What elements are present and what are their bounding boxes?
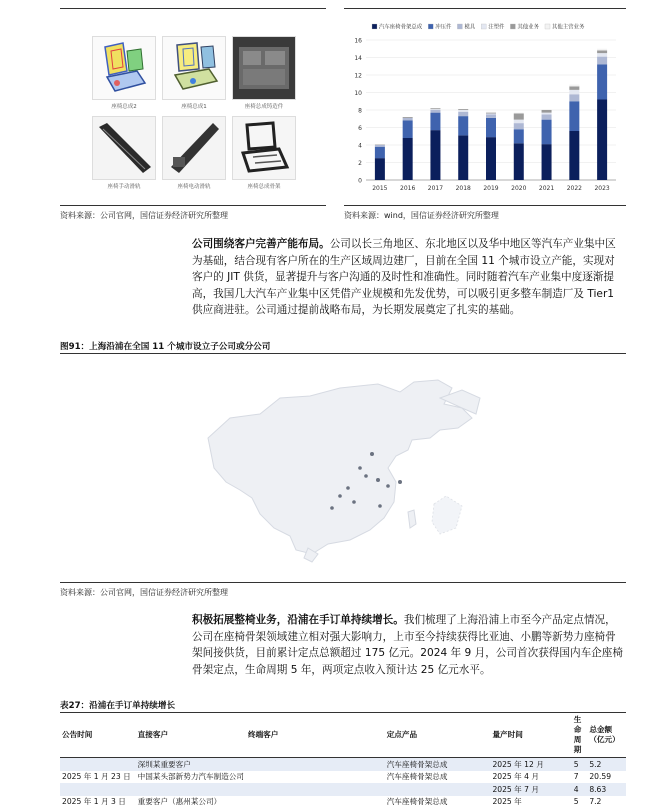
map-source-rule: [60, 582, 626, 583]
y-tick-label: 12: [354, 73, 362, 80]
cell-mass: 2025 年: [490, 796, 571, 808]
legend-swatch: [372, 24, 377, 29]
seat-frame-cad-image: [92, 36, 156, 100]
bar-segment: [542, 113, 552, 115]
revenue-stacked-bar-chart: [344, 12, 626, 198]
bar-segment: [486, 137, 496, 180]
bar-segment: [403, 117, 413, 118]
cell-product: 汽车座椅骨架总成: [385, 771, 491, 784]
y-tick-label: 0: [358, 178, 362, 185]
legend-swatch: [457, 24, 462, 29]
x-tick-label: 2021: [539, 185, 554, 192]
bar-segment: [458, 112, 468, 116]
photo-electric-rail: [162, 116, 226, 198]
bar-segment: [597, 65, 607, 100]
legend-label: 其他业务: [517, 23, 539, 31]
bar-segment: [375, 145, 385, 147]
bar-segment: [597, 100, 607, 181]
source-rule-left: [60, 205, 326, 206]
cell-client: 深圳某重要客户: [136, 758, 246, 771]
bar-segment: [430, 110, 440, 113]
bar-segment: [514, 143, 524, 180]
photo-seat-assembly-2: [92, 36, 156, 118]
bar-segment: [486, 118, 496, 137]
photo-seat-frame: [232, 116, 296, 198]
table-row: [60, 771, 626, 784]
x-tick-label: 2023: [594, 185, 609, 192]
bar-segment: [403, 138, 413, 180]
paragraph-orders-growth: [192, 612, 624, 678]
cell-amount: 5.2: [587, 758, 626, 771]
photo-caption: 座椅总成2: [92, 102, 156, 110]
orders-table: [60, 712, 626, 808]
cell-amount: 7.2: [587, 796, 626, 808]
top-rule-right: [344, 8, 626, 9]
seat-frame-cad-image: [162, 36, 226, 100]
legend-swatch: [428, 24, 433, 29]
cell-client: 中国某头部新势力汽车制造公司: [136, 771, 246, 784]
bar-segment: [542, 109, 552, 110]
cell-client: [136, 783, 246, 796]
figure91-rule: [60, 353, 626, 354]
table-row: [60, 796, 626, 808]
header-life: 生命周期: [572, 713, 588, 758]
x-tick-label: 2016: [400, 185, 415, 192]
bar-segment: [486, 113, 496, 114]
figure91-title: 图91：上海沿浦在全国 11 个城市设立子公司或分公司: [60, 340, 270, 352]
legend-label: 汽车座椅骨架总成: [379, 23, 423, 31]
china-map: [200, 378, 500, 568]
cell-amount: 8.63: [587, 783, 626, 796]
source-rule-right: [344, 205, 626, 206]
bar-segment: [375, 158, 385, 180]
cell-life: 4: [572, 783, 588, 796]
bar-segment: [514, 113, 524, 114]
bar-segment: [597, 49, 607, 51]
header-amount: 总金额（亿元）: [587, 713, 626, 758]
cell-mass: 2025 年 12 月: [490, 758, 571, 771]
bar-segment: [569, 90, 579, 94]
x-tick-label: 2019: [483, 185, 498, 192]
bar-segment: [430, 113, 440, 131]
table27-title: 表27：沿浦在手订单持续增长: [60, 699, 175, 711]
y-tick-label: 4: [358, 143, 362, 150]
map-source: 资料来源：公司官网，国信证券经济研究所整理: [60, 587, 228, 598]
legend-swatch: [510, 24, 515, 29]
cell-client: 重要客户（惠州某公司）: [136, 796, 246, 808]
photo-seat-casting: [232, 36, 296, 118]
bar-segment: [486, 114, 496, 115]
legend-label: 其他主营业务: [552, 23, 585, 31]
bar-segment: [458, 116, 468, 135]
bar-segment: [403, 121, 413, 139]
bar-segment: [486, 114, 496, 118]
legend-swatch: [545, 24, 550, 29]
header-date: 公告时间: [60, 713, 136, 758]
photo-seat-assembly-1: [162, 36, 226, 118]
bar-segment: [569, 85, 579, 87]
cell-life: 5: [572, 796, 588, 808]
photo-caption: 座椅总成铸造件: [232, 102, 296, 110]
cell-terminal: [246, 796, 385, 808]
bar-segment: [569, 131, 579, 180]
paragraph-lead: 公司围绕客户完善产能布局。: [192, 238, 330, 250]
x-tick-label: 2018: [456, 185, 471, 192]
legend-label: 模具: [464, 23, 475, 31]
photo-caption: 座椅总成1: [162, 102, 226, 110]
cell-terminal: [246, 783, 385, 796]
cell-date: 2025 年 1 月 23 日: [60, 771, 136, 784]
paragraph-capacity-layout: [192, 236, 624, 319]
x-tick-label: 2022: [567, 185, 582, 192]
cell-date: 2025 年 1 月 3 日: [60, 796, 136, 808]
y-tick-label: 2: [358, 160, 362, 167]
electric-rail-image: [162, 116, 226, 180]
bar-segment: [542, 110, 552, 113]
bar-segment: [542, 114, 552, 119]
cell-amount: 20.59: [587, 771, 626, 784]
bar-segment: [569, 94, 579, 101]
x-tick-label: 2020: [511, 185, 526, 192]
paragraph-body: 公司以长三角地区、东北地区以及华中地区等汽车产业集中区为基础，结合现有客户所在的生产区域周边建厂，目前在全国 11 个城市设立产能，实现对客户的 JIT 供货，显著提升与客户沟通的及时性和准确性。同时随着汽车产业集中度逐渐提高，我国几大汽车产业集中区凭借产业规模和先发优势，可以吸引更多整车制造厂及 Tier1 供应商进驻。公司通过提前战略布局，为长期发展奠定了扎实的基础。: [192, 238, 616, 316]
x-tick-label: 2015: [372, 185, 387, 192]
table-header-row: [60, 713, 626, 758]
table-row: [60, 758, 626, 771]
header-terminal: 终端客户: [246, 713, 385, 758]
bar-segment: [430, 130, 440, 180]
cell-terminal: [246, 771, 385, 784]
legend-swatch: [481, 24, 486, 29]
paragraph-lead: 积极拓展整椅业务，沿浦在手订单持续增长。: [192, 614, 404, 626]
right-figure-source: 资料来源：wind，国信证券经济研究所整理: [344, 210, 499, 221]
table-row: [60, 783, 626, 796]
photo-caption: 座椅手动滑轨: [92, 182, 156, 190]
bar-segment: [375, 147, 385, 158]
cell-date: [60, 758, 136, 771]
bar-segment: [597, 53, 607, 57]
bar-segment: [569, 86, 579, 90]
photo-caption: 座椅总成骨架: [232, 182, 296, 190]
header-client: 直接客户: [136, 713, 246, 758]
paragraph-body: 我们梳理了上海沿浦上市至今产品定点情况，公司在座椅骨架领域建立相对强大影响力，上市至今持续获得比亚迪、小鹏等新势力座椅骨架间接供货，目前累计定点总额超过 175 亿元。2024 年 9 月，公司首次获得国内车企座椅骨架定点，生命周期 5 年，两项定点收入预计达 25 亿元水平。: [192, 614, 623, 676]
bar-segment: [597, 57, 607, 65]
bar-segment: [430, 109, 440, 110]
legend-label: 冲压件: [435, 23, 452, 31]
cell-mass: 2025 年 4 月: [490, 771, 571, 784]
header-mass-production: 量产时间: [490, 713, 571, 758]
manual-rail-image: [92, 116, 156, 180]
cell-product: [385, 783, 491, 796]
bar-segment: [403, 118, 413, 121]
cell-product: 汽车座椅骨架总成: [385, 796, 491, 808]
cell-terminal: [246, 758, 385, 771]
left-figure-source: 资料来源：公司官网，国信证券经济研究所整理: [60, 210, 228, 221]
cell-product: 汽车座椅骨架总成: [385, 758, 491, 771]
y-tick-label: 10: [354, 90, 362, 97]
y-tick-label: 6: [358, 125, 362, 132]
y-tick-label: 16: [354, 38, 362, 45]
top-rule-left: [60, 8, 326, 9]
legend-label: 注塑件: [488, 23, 505, 31]
seat-frame-image: [232, 116, 296, 180]
bar-segment: [486, 112, 496, 113]
bar-segment: [514, 114, 524, 120]
casting-image: [232, 36, 296, 100]
bar-segment: [430, 108, 440, 109]
bar-segment: [458, 135, 468, 180]
bar-segment: [514, 123, 524, 129]
bar-segment: [458, 109, 468, 110]
header-product: 定点产品: [385, 713, 491, 758]
y-tick-label: 8: [358, 108, 362, 115]
bar-segment: [542, 144, 552, 180]
photo-caption: 座椅电动滑轨: [162, 182, 226, 190]
cell-life: 7: [572, 771, 588, 784]
photo-manual-rail: [92, 116, 156, 198]
x-tick-label: 2017: [428, 185, 443, 192]
y-tick-label: 14: [354, 55, 362, 62]
cell-life: 5: [572, 758, 588, 771]
bar-segment: [569, 101, 579, 131]
bar-segment: [597, 51, 607, 54]
bar-segment: [514, 129, 524, 143]
cell-mass: 2025 年 7 月: [490, 783, 571, 796]
bar-segment: [542, 120, 552, 145]
bar-segment: [458, 110, 468, 112]
cell-date: [60, 783, 136, 796]
bar-segment: [514, 120, 524, 124]
